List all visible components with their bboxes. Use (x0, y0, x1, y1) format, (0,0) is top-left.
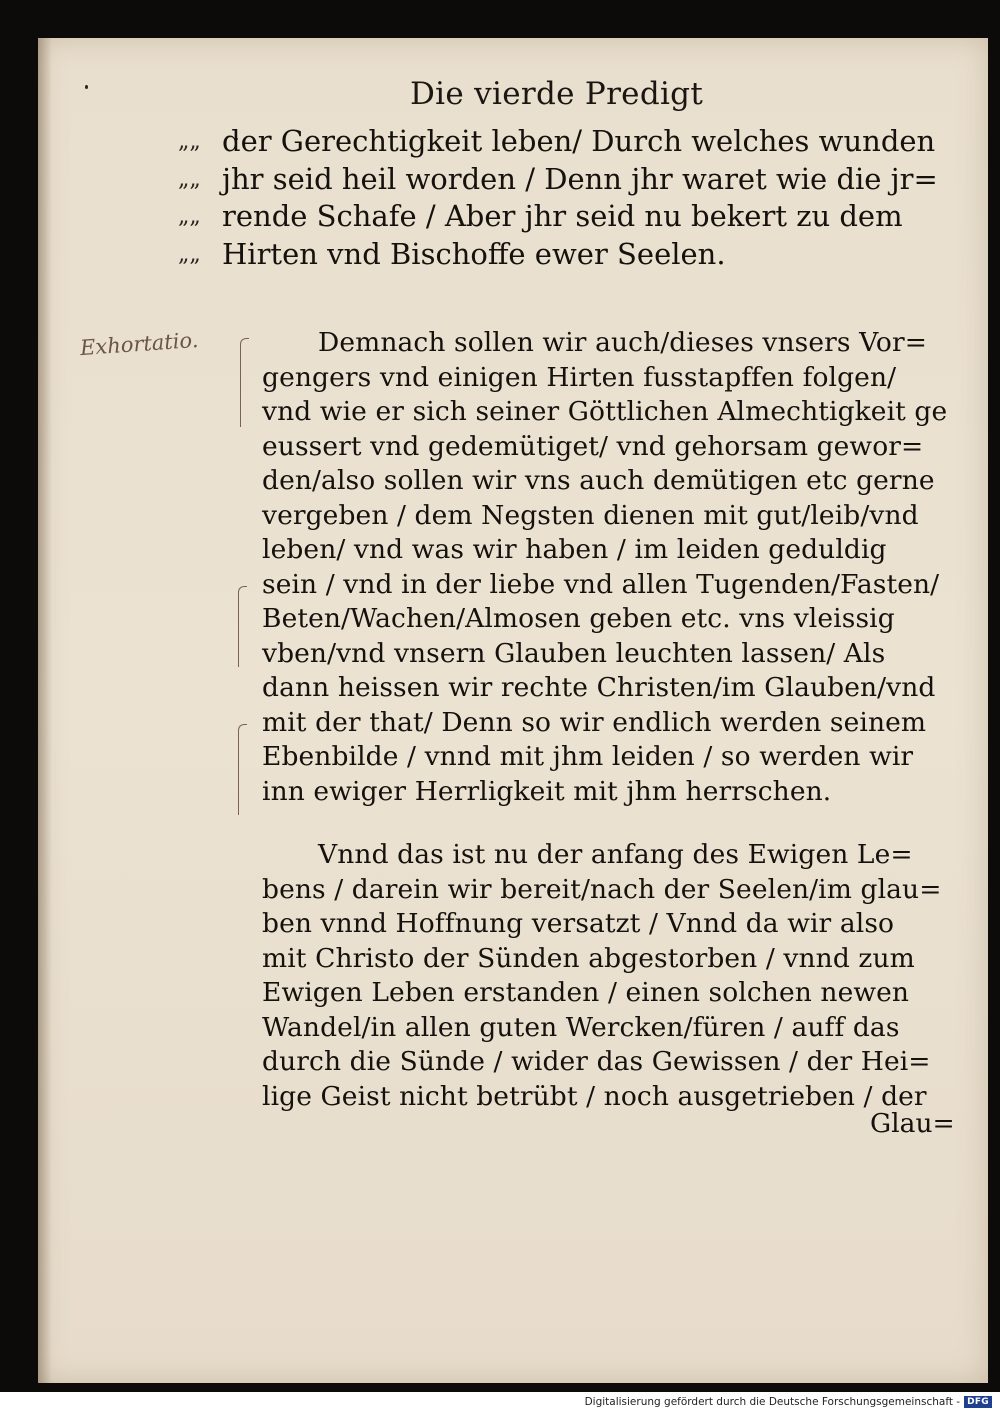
funding-credit: Digitalisierung gefördert durch die Deutsche Forschungsgemeinschaft - (584, 1396, 961, 1408)
running-header: Die vierde Predigt (410, 76, 704, 112)
quote-line-text: der Gerechtigkeit leben/ Durch welches wunden (222, 124, 936, 158)
text-line: leben/ vnd was wir haben / im leiden geduldig (262, 534, 887, 565)
text-line: den/also sollen wir vns auch demütigen etc gerne (262, 465, 935, 496)
catchword: Glau= (870, 1108, 955, 1139)
quote-marker: „„ (178, 166, 201, 192)
page-gutter-shadow (38, 38, 52, 1383)
text-line: Wandel/in allen guten Wercken/füren / auff das (262, 1011, 900, 1043)
quote-line (178, 236, 958, 274)
quote-line-text: rende Schafe / Aber jhr seid nu bekert zu dem (222, 199, 903, 233)
text-line: sein / vnd in der liebe vnd allen Tugenden/Fasten/ (262, 568, 940, 600)
quote-line-text: jhr seid heil worden / Denn jhr waret wie die jr= (222, 161, 938, 196)
quote-marker: „„ (178, 129, 201, 154)
dfg-logo[interactable]: DFG (964, 1396, 992, 1408)
margin-bracket (238, 586, 247, 667)
text-line: dann heissen wir rechte Christen/im Glauben/vnd (262, 672, 936, 703)
ink-speck (85, 85, 88, 89)
paragraph-eternal-life (262, 838, 962, 1114)
text-line: Demnach sollen wir auch/dieses vnsers Vor= (318, 327, 928, 358)
text-line: gengers vnd einigen Hirten fusstapffen folgen/ (262, 361, 897, 393)
quote-marker: „„ (178, 204, 201, 229)
text-line: eussert vnd gedemütiget/ vnd gehorsam gewor= (262, 430, 924, 462)
text-line: Beten/Wachen/Almosen geben etc. vns vleissig (262, 603, 895, 634)
digitization-footer (585, 1394, 992, 1410)
margin-bracket (238, 724, 247, 815)
quote-line (178, 198, 958, 236)
text-line: vnd wie er sich seiner Göttlichen Almechtigkeit ge (262, 396, 948, 427)
text-line: Vnnd das ist nu der anfang des Ewigen Le= (318, 839, 913, 870)
paragraph-exhortation (262, 326, 962, 809)
text-line: lige Geist nicht betrübt / noch ausgetrieben / der (262, 1080, 927, 1112)
quote-marker: „„ (178, 241, 201, 267)
scripture-quotation (178, 123, 958, 273)
margin-bracket (240, 338, 249, 427)
text-line: Ewigen Leben erstanden / einen solchen newen (262, 977, 910, 1008)
text-line: vergeben / dem Negsten dienen mit gut/leib/vnd (262, 499, 919, 531)
text-line: durch die Sünde / wider das Gewissen / der Hei= (262, 1046, 931, 1077)
quote-line (178, 123, 958, 161)
marginal-annotation: Exhortatio. (79, 327, 200, 361)
text-line: mit Christo der Sünden abgestorben / vnnd zum (262, 942, 915, 974)
text-line: Ebenbilde / vnnd mit jhm leiden / so werden wir (262, 741, 914, 772)
text-line: inn ewiger Herrligkeit mit jhm herrschen. (262, 775, 832, 807)
text-line: bens / darein wir bereit/nach der Seelen/im glau= (262, 873, 942, 905)
quote-line (178, 161, 958, 199)
text-line: vben/vnd vnsern Glauben leuchten lassen/ Als (262, 637, 886, 669)
quote-line-text: Hirten vnd Bischoffe ewer Seelen. (222, 236, 726, 271)
text-line: ben vnnd Hoffnung versatzt / Vnnd da wir also (262, 908, 895, 939)
text-line: mit der that/ Denn so wir endlich werden seinem (262, 706, 927, 738)
